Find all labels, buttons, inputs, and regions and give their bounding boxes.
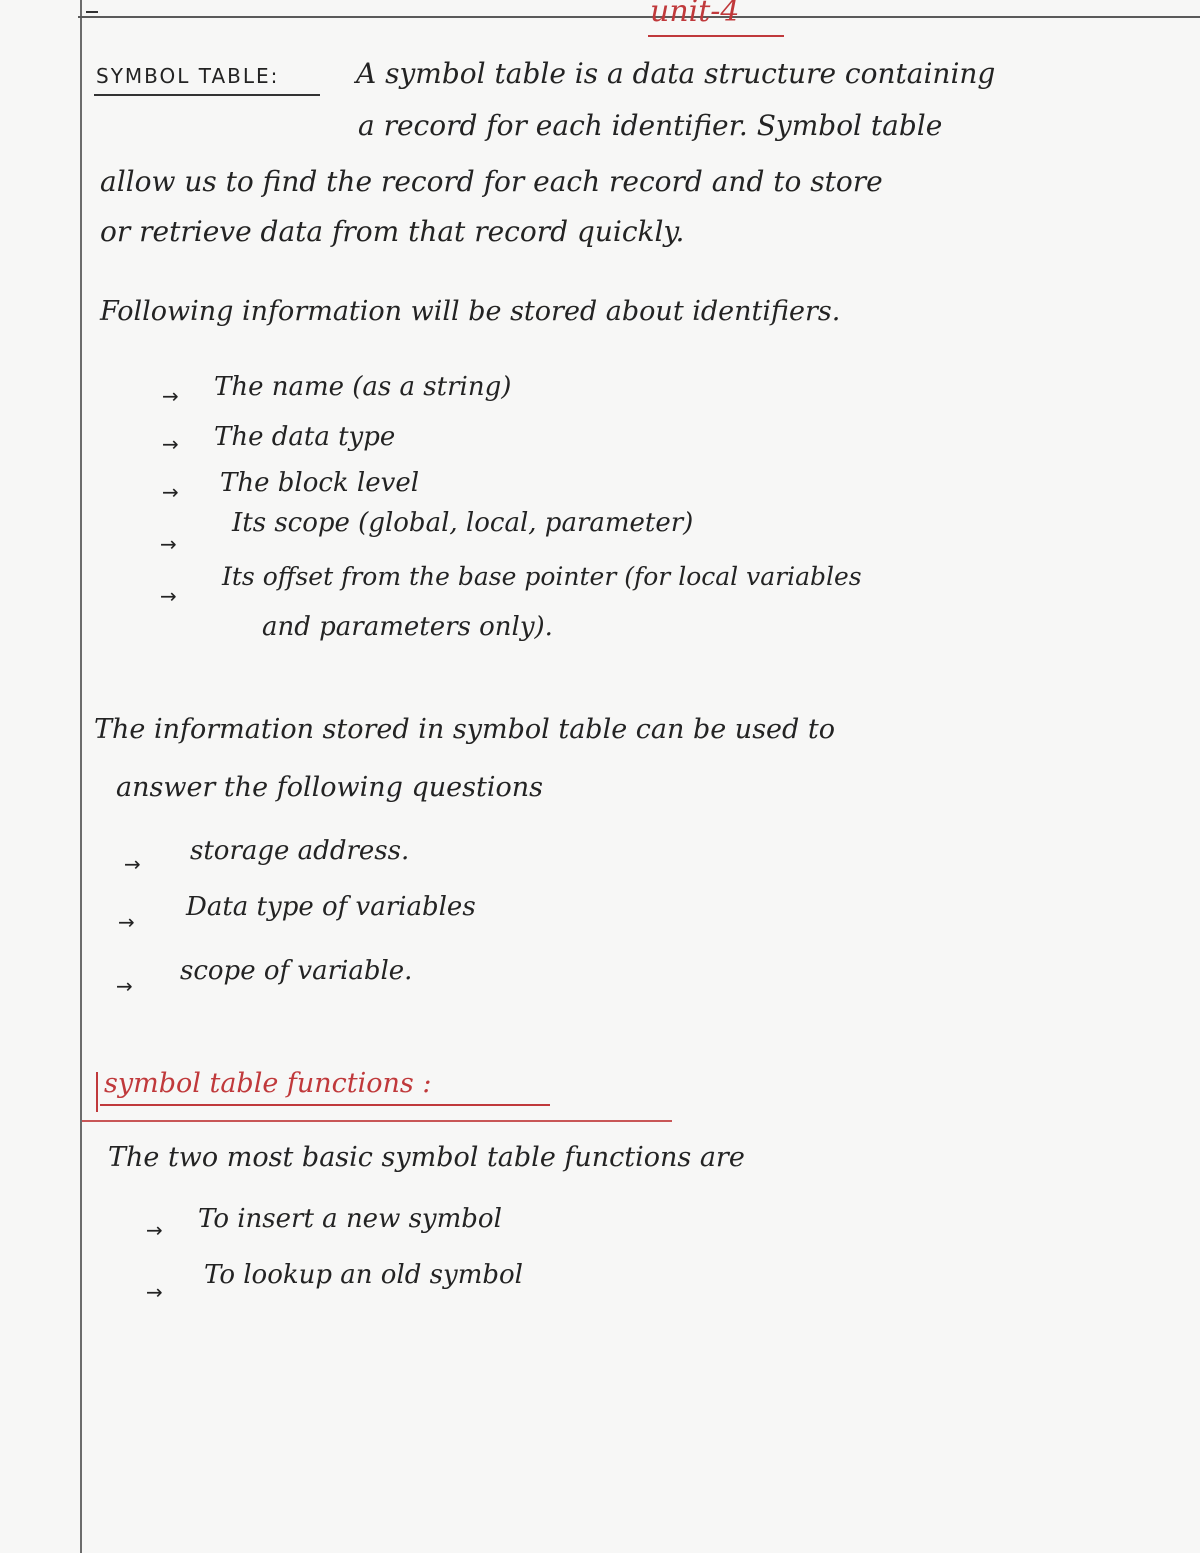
arrow-icon: → [146, 1218, 163, 1242]
symbol-table-label: SYMBOL TABLE: [96, 64, 280, 88]
stored-item: Its offset from the base pointer (for local variables [222, 562, 862, 591]
functions-heading-underline [100, 1104, 550, 1106]
arrow-icon: → [124, 852, 141, 876]
question-item: storage address. [190, 836, 410, 866]
stored-item: The data type [214, 422, 396, 452]
arrow-icon: → [146, 1280, 163, 1304]
arrow-icon: → [162, 384, 179, 408]
question-item: scope of variable. [180, 956, 413, 986]
unit-heading: unit-4 [650, 0, 740, 29]
functions-heading-bracket [96, 1072, 98, 1112]
following-intro: Following information will be stored about identifiers. [100, 296, 841, 327]
questions-intro-line-2: answer the following questions [116, 772, 543, 803]
stored-item: Its scope (global, local, parameter) [232, 508, 694, 538]
symbol-table-label-underline [94, 94, 320, 96]
unit-heading-underline [648, 35, 784, 37]
arrow-icon: → [116, 974, 133, 998]
margin-line [80, 0, 82, 1553]
definition-line-1: A symbol table is a data structure containing [356, 57, 996, 90]
question-item: Data type of variables [186, 892, 476, 922]
stored-item: The name (as a string) [214, 372, 512, 402]
top-tick [86, 11, 98, 19]
top-rule [78, 16, 1200, 18]
functions-heading: symbol table functions : [104, 1068, 432, 1099]
definition-line-4: or retrieve data from that record quickly. [100, 215, 685, 248]
questions-intro-line-1: The information stored in symbol table can be used to [94, 714, 835, 745]
functions-intro: The two most basic symbol table functions are [108, 1142, 745, 1173]
functions-heading-rule [82, 1120, 672, 1122]
arrow-icon: → [160, 584, 177, 608]
arrow-icon: → [162, 480, 179, 504]
arrow-icon: → [160, 532, 177, 556]
definition-line-2: a record for each identifier. Symbol table [358, 109, 943, 142]
definition-line-3: allow us to find the record for each record and to store [100, 165, 883, 198]
stored-item: The block level [220, 468, 420, 498]
function-item: To insert a new symbol [198, 1204, 502, 1234]
function-item: To lookup an old symbol [204, 1260, 523, 1290]
arrow-icon: → [162, 432, 179, 456]
arrow-icon: → [118, 910, 135, 934]
stored-item-continuation: and parameters only). [262, 612, 553, 642]
